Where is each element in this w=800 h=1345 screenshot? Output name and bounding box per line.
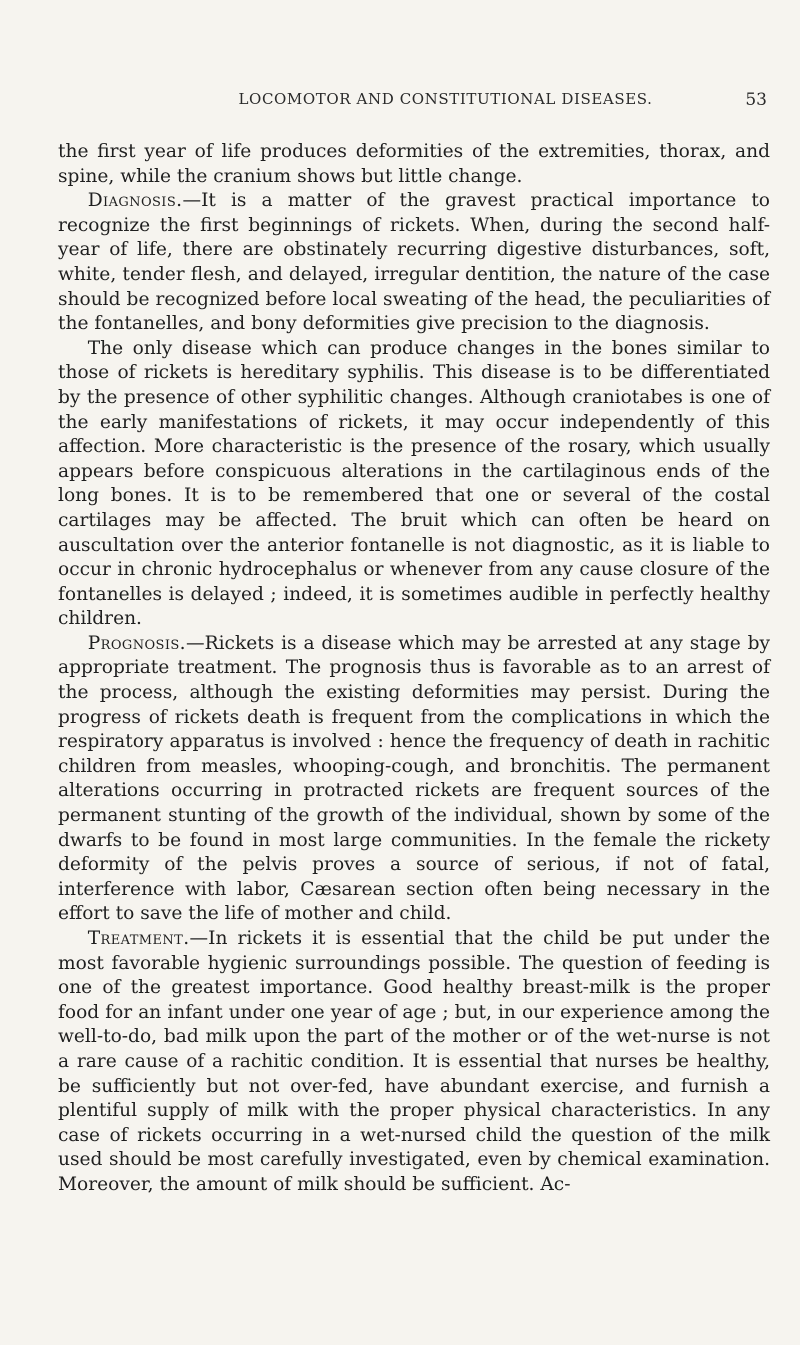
paragraph-differential [58, 337, 770, 632]
section-heading-diagnosis: Diagnosis. [87, 190, 183, 212]
paragraph-prognosis [58, 632, 770, 927]
paragraph-treatment [58, 927, 770, 1198]
section-heading-treatment: Treatment. [87, 928, 190, 949]
page-header [124, 90, 767, 114]
paragraph-text: The only disease which can produce changes in the bones similar to those of rickets is hereditary syphilis. This disease is to be differentiated by the presence of other syphilitic changes. Although craniotabes is one of the early manifestations of rickets, it may occur independently of this affection. More characteristic is the presence of the rosary, which usually appears before conspicuous alterations in the cartilaginous ends of the long bones. It is to be remembered that one or several of the costal cartilages may be affected. The bruit which can often be heard on auscultation over the anterior fontanelle is not diagnostic, as it is liable to occur in chronic hydrocephalus or whenever from any cause closure of the fontanelles is delayed ; indeed, it is sometimes audible in perfectly healthy children. [58, 337, 770, 630]
page-number: 53 [745, 90, 767, 110]
paragraph-text: —Rickets is a disease which may be arrested at any stage by appropriate treatment. The prognosis thus is favorable as to an arrest of the process, although the existing deformities may persist. During the progress of rickets death is frequent from the complications in which the respiratory apparatus is involved : hence the frequency of death in rachitic children from measles, whooping-cough, and bronchitis. The permanent alterations occurring in protracted rickets are frequent sources of the permanent stunting of the growth of the individual, shown by some of the dwarfs to be found in most large communities. In the female the rickety deformity of the pelvis proves a source of serious, if not of fatal, interference with labor, Cæsarean section often being necessary in the effort to save the life of mother and child. [58, 632, 770, 925]
paragraph-text: the first year of life produces deformities of the extremities, thorax, and spine, while the cranium shows but little change. [58, 141, 770, 187]
paragraph-continuation [58, 140, 770, 189]
paragraph-diagnosis [58, 189, 770, 337]
paragraph-text: —In rickets it is essential that the child be put under the most favorable hygienic surroundings possible. The question of feeding is one of the greatest importance. Good healthy breast-milk is the proper food for an infant under one year of age ; but, in our experience among the well-to-do, bad milk upon the part of the mother or of the wet-nurse is not a rare cause of a rachitic condition. It is essential that nurses be healthy, be sufficiently but not over-fed, have abundant exercise, and furnish a plentiful supply of milk with the proper physical characteristics. In any case of rickets occurring in a wet-nursed child the question of the milk used should be most carefully investigated, even by chemical examination. Moreover, the amount of milk should be sufficient. Ac- [58, 928, 770, 1195]
paragraph-text: —It is a matter of the gravest practical importance to recognize the first beginnings of rickets. When, during the second half-year of life, there are obstinately recurring digestive disturbances, soft, white, tender flesh, and delayed, irregular dentition, the nature of the case should be recognized before local sweating of the head, the peculiarities of the fontanelles, and bony deformities give precision to the diagnosis. [58, 190, 770, 335]
page-body [58, 140, 770, 1198]
running-head: LOCOMOTOR AND CONSTITUTIONAL DISEASES. [238, 90, 653, 108]
section-heading-prognosis: Prognosis. [87, 632, 186, 654]
